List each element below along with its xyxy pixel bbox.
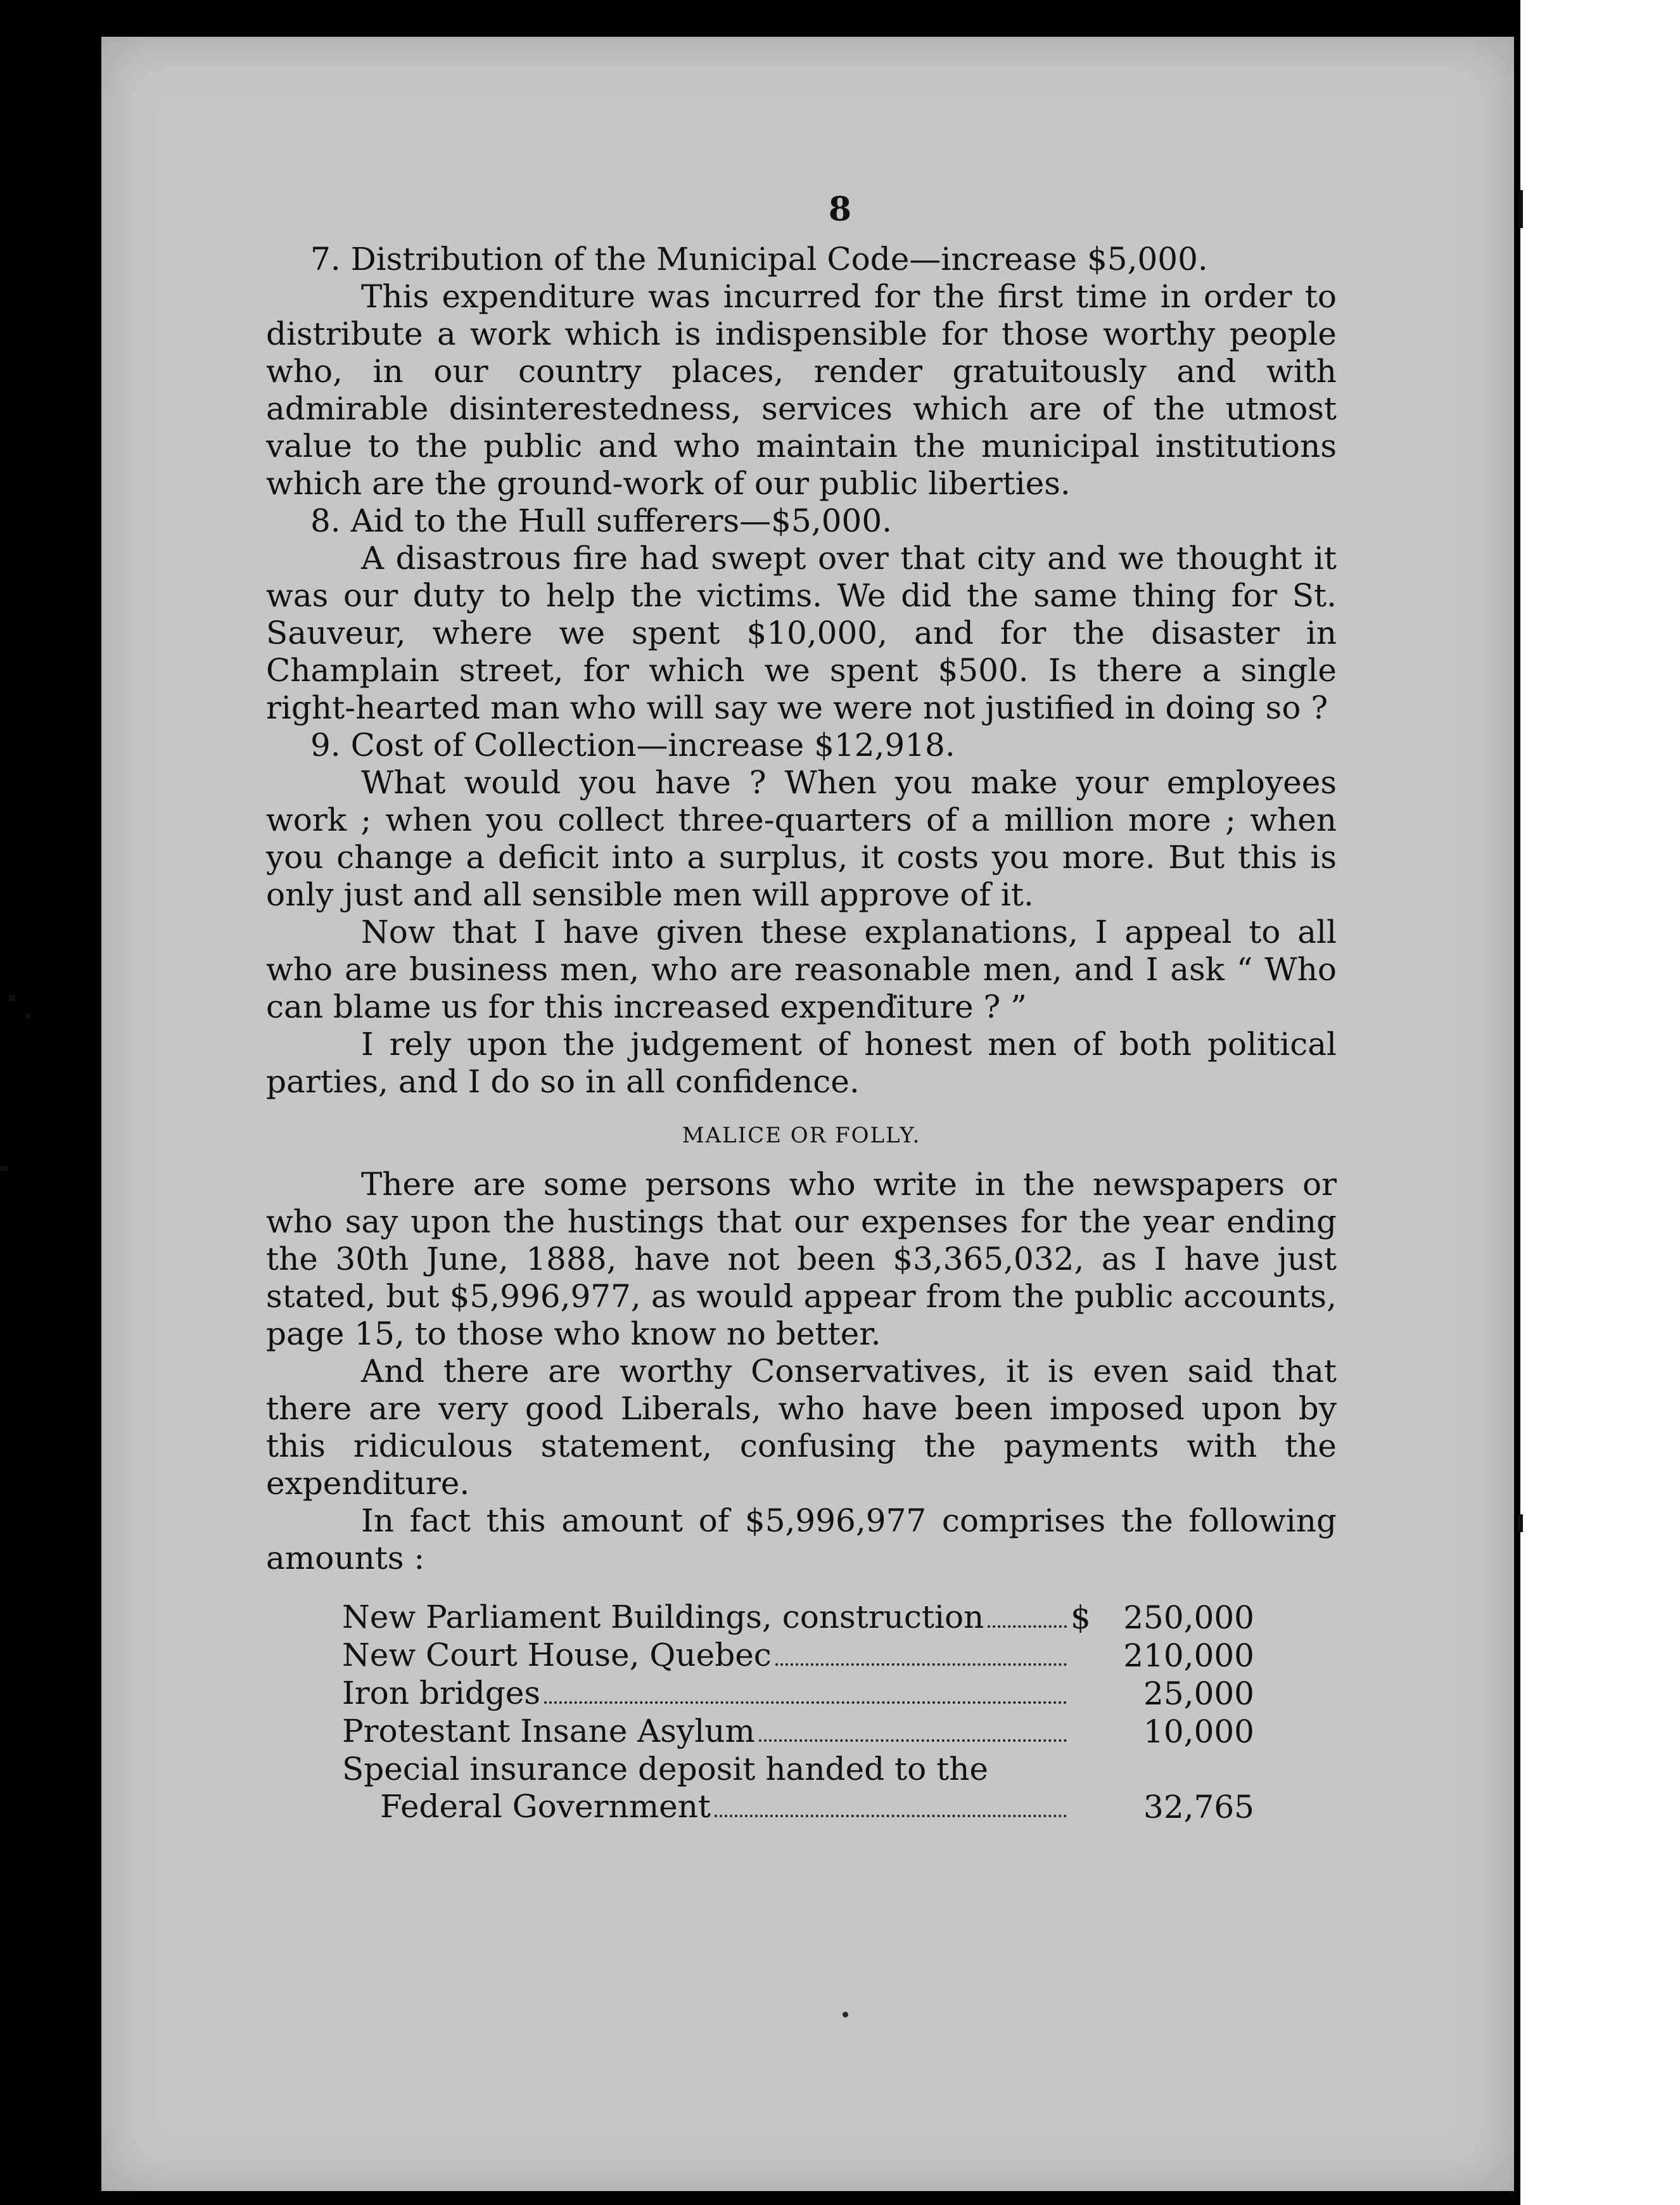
section-heading: MALICE OR FOLLY. — [682, 1123, 921, 1148]
amount-value: 32,765 — [1143, 1789, 1254, 1825]
malice-paragraph: There are some persons who write in the newspapers or who say upon the hustings that our expenses for the year ending the 30th June, 1888, have not been $3,365,032, as I have just stated, but $5,996,977, as would appear from the public accounts, page 15, to those who know no better. — [266, 1166, 1337, 1352]
leader-dots — [988, 1625, 1067, 1628]
leader-dots — [775, 1663, 1067, 1666]
amount-label: New Court House, Quebec — [342, 1637, 772, 1673]
document-body — [266, 241, 1337, 1826]
leader-dots — [715, 1815, 1067, 1817]
edge-mark — [1518, 1514, 1523, 1532]
amount-value: 210,000 — [1123, 1637, 1254, 1674]
amount-label: New Parliament Buildings, construction — [342, 1599, 984, 1635]
amount-currency — [1071, 1637, 1096, 1675]
item-8-body: A disastrous fire had swept over that city and we thought it was our duty to help the victims. We did the same thing for St. Sauveur, where we spent $10,000, and for the disaster in Champlain street, for which we spent $500. Is there a single right-hearted man who will say we were not justified in doing so ? — [266, 540, 1337, 726]
amount-currency — [1071, 1675, 1096, 1713]
edge-mark — [25, 1014, 30, 1019]
appeal-paragraph: Now that I have given these explanations, I appeal to all who are business men, who are reasonable men, and I ask “ Who can blame us for this increased expenditure ? ” — [266, 914, 1337, 1025]
amount-row — [342, 1637, 1254, 1675]
amount-value: 25,000 — [1143, 1675, 1254, 1712]
page-number: 8 — [828, 190, 852, 229]
in-fact-paragraph: In fact this amount of $5,996,977 comprises the following amounts : — [266, 1502, 1337, 1576]
item-9-body: What would you have ? When you make your employees work ; when you collect three-quarters of a million more ; when you change a deficit into a surplus, it costs you more. But this is only just and all sensible men will approve of it. — [266, 764, 1337, 913]
amount-value: 10,000 — [1143, 1713, 1254, 1750]
amount-label: Iron bridges — [342, 1675, 541, 1711]
amount-label: Special insurance deposit handed to the — [342, 1751, 989, 1787]
amount-row — [342, 1713, 1254, 1751]
amount-label: Protestant Insane Asylum — [342, 1713, 755, 1749]
item-7-body: This expenditure was incurred for the first time in order to distribute a work which is indispensible for those worthy people who, in our country places, render gratuitously and with admirable disinterestedness, services which are of the utmost value to the public and who maintain the municipal institutions which are the ground-work of our public liberties. — [266, 278, 1337, 502]
edge-mark — [9, 995, 15, 1001]
amounts-table — [342, 1599, 1254, 1826]
paper-speck — [843, 2012, 848, 2017]
rely-paragraph: I rely upon the judgement of honest men of both political parties, and I do so in all confidence. — [266, 1026, 1337, 1100]
item-7-title: 7. Distribution of the Municipal Code—increase $5,000. — [310, 241, 1208, 278]
scan-margin — [1520, 0, 1680, 2205]
item-9-title: 9. Cost of Collection—increase $12,918. — [310, 727, 955, 764]
amount-row — [342, 1675, 1254, 1713]
amount-currency: $ — [1071, 1599, 1091, 1636]
amount-row — [342, 1599, 1254, 1637]
amount-value: 250,000 — [1123, 1599, 1254, 1636]
conservatives-paragraph: And there are worthy Conservatives, it is even said that there are very good Liberals, who have been imposed upon by this ridiculous statement, confusing the payments with the expenditure. — [266, 1353, 1337, 1502]
item-8-title: 8. Aid to the Hull sufferers—$5,000. — [310, 502, 893, 539]
amount-currency — [1071, 1751, 1096, 1826]
leader-dots — [759, 1739, 1067, 1742]
amount-currency — [1071, 1713, 1096, 1751]
amount-label-continued: Federal Government — [380, 1788, 711, 1825]
amount-row — [342, 1751, 1254, 1826]
leader-dots — [544, 1701, 1067, 1704]
edge-mark — [0, 1166, 8, 1171]
